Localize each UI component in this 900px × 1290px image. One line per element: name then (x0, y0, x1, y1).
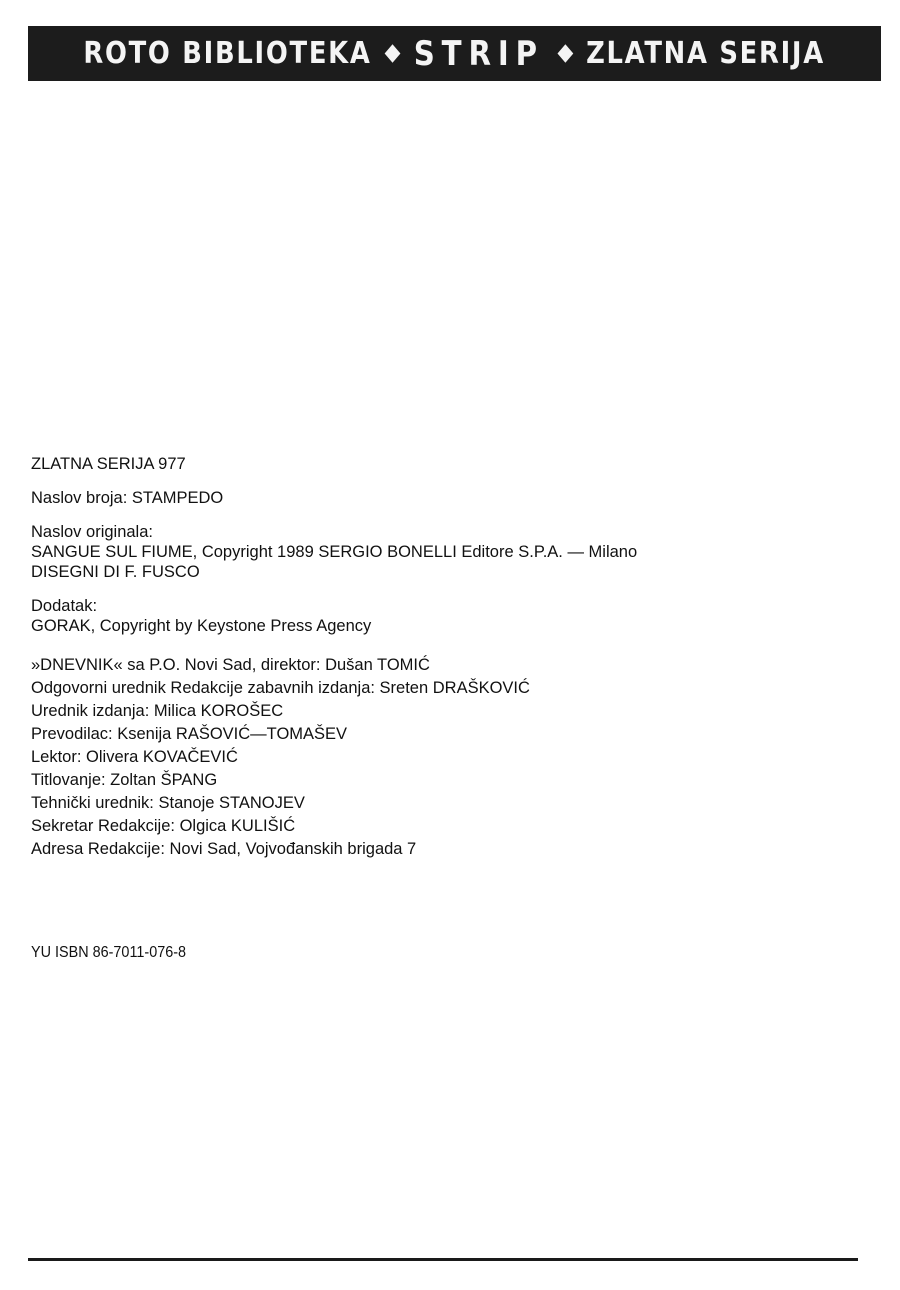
imprint-block (31, 454, 851, 861)
credit-line: Lektor: Olivera KOVAČEVIĆ (31, 748, 238, 766)
credit-line: Odgovorni urednik Redakcije zabavnih izdanja: Sreten DRAŠKOVIĆ (31, 679, 530, 697)
banner-title (84, 34, 826, 74)
supplement-line: GORAK, Copyright by Keystone Press Agency (31, 617, 372, 635)
supplement-label: Dodatak: (31, 597, 98, 615)
credit-line: Sekretar Redakcije: Olgica KULIŠIĆ (31, 817, 296, 835)
banner-part-strip: STRIP (414, 33, 545, 74)
credit-line: Urednik izdanja: Milica KOROŠEC (31, 702, 284, 720)
banner-part-roto-biblioteka: ROTO BIBLIOTEKA (83, 36, 372, 71)
credit-line: Tehnički urednik: Stanoje STANOJEV (31, 794, 305, 812)
diamond-icon (557, 44, 573, 62)
original-title-label: Naslov originala: (31, 523, 153, 541)
credit-line: Adresa Redakcije: Novi Sad, Vojvođanskih brigada 7 (31, 840, 417, 858)
credit-line: Prevodilac: Ksenija RAŠOVIĆ—TOMAŠEV (31, 725, 348, 743)
credit-line: Titlovanje: Zoltan ŠPANG (31, 771, 218, 789)
bottom-rule (28, 1258, 858, 1261)
original-title-line: SANGUE SUL FIUME, Copyright 1989 SERGIO BONELLI Editore S.P.A. — Milano (31, 543, 638, 561)
original-art-credit: DISEGNI DI F. FUSCO (31, 563, 200, 581)
series-number: ZLATNA SERIJA 977 (31, 455, 186, 473)
credit-line: »DNEVNIK« sa P.O. Novi Sad, direktor: Dušan TOMIĆ (31, 656, 430, 674)
header-banner (28, 26, 881, 81)
diamond-icon (385, 44, 401, 62)
isbn-number: YU ISBN 86-7011-076-8 (31, 944, 187, 961)
banner-part-zlatna-serija: ZLATNA SERIJA (586, 36, 826, 71)
staff-credits (31, 654, 851, 861)
issue-title: Naslov broja: STAMPEDO (31, 489, 224, 507)
